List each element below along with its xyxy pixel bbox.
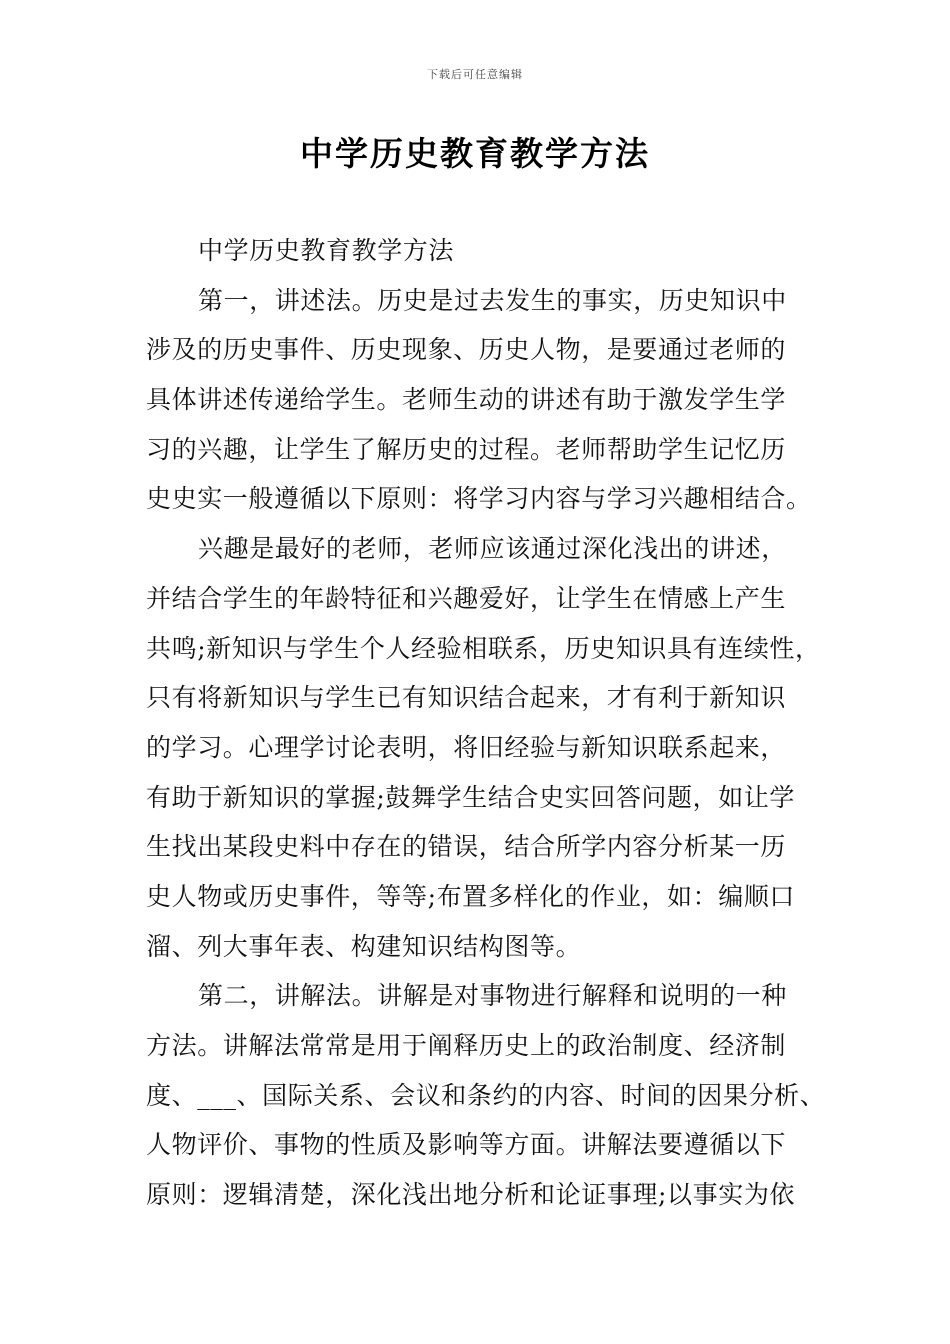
text-line: 的学习。心理学讨论表明，将旧经验与新知识联系起来，: [146, 732, 787, 762]
text-line: 中学历史教育教学方法: [198, 236, 455, 265]
text-line: 第二，讲解法。讲解是对事物进行解释和说明的一种: [198, 981, 787, 1011]
body-text: [146, 226, 826, 1220]
page-title: 中学历史教育教学方法: [300, 134, 650, 173]
text-line: 具体讲述传递给学生。老师生动的讲述有助于激发学生学: [146, 385, 787, 415]
text-line: 第一，讲述法。历史是过去发生的事实，历史知识中: [198, 285, 787, 315]
text-line: 度、___、国际关系、会议和条约的内容、时间的因果分析、: [146, 1080, 826, 1110]
text-line: 兴趣是最好的老师，老师应该通过深化浅出的讲述，: [198, 534, 787, 564]
text-line: 习的兴趣，让学生了解历史的过程。老师帮助学生记忆历: [146, 434, 787, 464]
text-line: 人物评价、事物的性质及影响等方面。讲解法要遵循以下: [146, 1130, 787, 1160]
text-line: 共鸣;新知识与学生个人经验相联系，历史知识具有连续性，: [146, 633, 821, 663]
text-line: 史人物或历史事件，等等;布置多样化的作业，如：编顺口: [146, 881, 796, 911]
header-note: 下载后可任意编辑: [427, 68, 523, 81]
text-line: 有助于新知识的掌握;鼓舞学生结合史实回答问题，如让学: [146, 782, 796, 812]
text-line: 原则：逻辑清楚，深化浅出地分析和论证事理;以事实为依: [146, 1180, 796, 1210]
text-line: 生找出某段史料中存在的错误，结合所学内容分析某一历: [146, 832, 787, 862]
text-line: 涉及的历史事件、历史现象、历史人物，是要通过老师的: [146, 335, 787, 365]
text-line: 方法。讲解法常常是用于阐释历史上的政治制度、经济制: [146, 1031, 787, 1060]
text-line: 并结合学生的年龄特征和兴趣爱好，让学生在情感上产生: [146, 583, 787, 613]
text-line: 溜、列大事年表、构建知识结构图等。: [146, 931, 582, 961]
text-line: 只有将新知识与学生已有知识结合起来，才有利于新知识: [146, 683, 787, 713]
text-line: 史史实一般遵循以下原则：将学习内容与学习兴趣相结合。: [146, 484, 812, 514]
